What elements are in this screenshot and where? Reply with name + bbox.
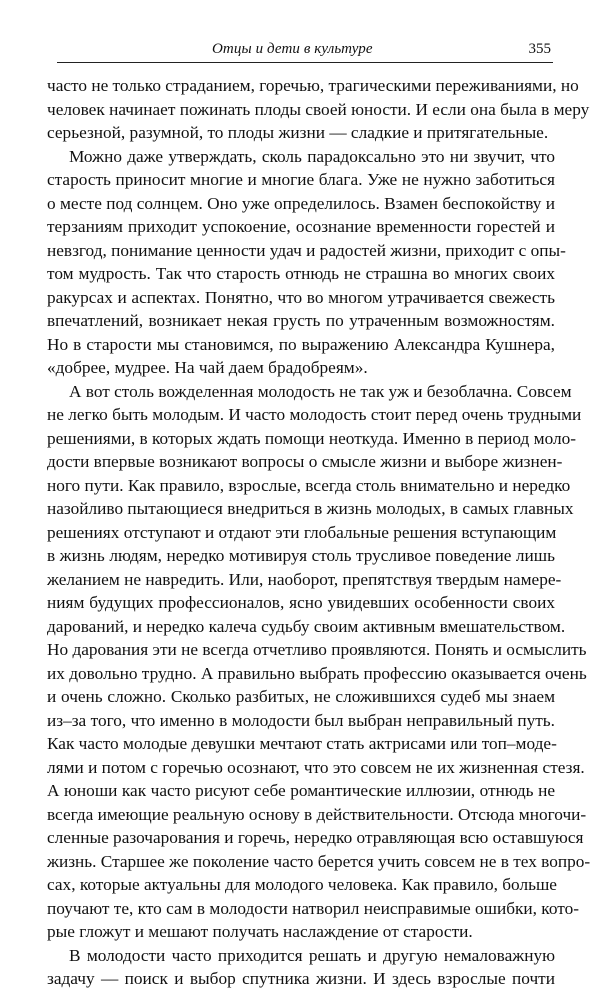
text-line: о месте под солнцем. Оно уже определилось. Взамен беспокойству и bbox=[47, 193, 555, 213]
text-line: часто не только страданием, горечью, трагическими переживаниями, но bbox=[47, 76, 579, 95]
text-line: дости впервые возникают вопросы о смысле жизни и выборе жизнен- bbox=[47, 452, 563, 471]
text-line: том мудрость. Так что старость отнюдь не страшна во многих своих bbox=[47, 264, 555, 283]
paragraph bbox=[47, 74, 590, 145]
text-line: рые гложут и мешают получать наслаждение от старости. bbox=[47, 922, 473, 941]
text-line: решениях отступают и отдают эти глобальные решения вступающим bbox=[47, 522, 557, 542]
text-line: А вот столь вожделенная молодость не так уж и безоблачна. Совсем bbox=[69, 381, 572, 401]
text-line: невзгод, понимание ценности удач и радостей жизни, приходит с опы- bbox=[47, 240, 566, 260]
text-line: терзаниям приходит успокоение, осознание временности горестей и bbox=[47, 217, 555, 236]
text-line: в жизнь людям, нередко мотивируя столь трусливое поведение лишь bbox=[47, 546, 555, 565]
text-line: желанием не навредить. Или, наоборот, препятствуя твердым намере- bbox=[47, 569, 562, 589]
text-line: человек начинает пожинать плоды своей юности. И если она была в меру bbox=[47, 99, 590, 119]
text-line: старость приносит многие и многие блага. Уже не нужно заботиться bbox=[47, 170, 555, 189]
text-line: решениями, в которых ждать помощи неоткуда. Именно в период моло- bbox=[47, 428, 577, 448]
body-text bbox=[47, 74, 591, 991]
paragraph bbox=[47, 944, 555, 991]
text-line: сах, которые актуальны для молодого человека. Как правило, больше bbox=[47, 875, 557, 894]
paragraph bbox=[47, 380, 591, 944]
text-line: их довольно трудно. А правильно выбрать профессию оказывается очень bbox=[47, 663, 587, 683]
text-line: Но дарования эти не всегда отчетливо проявляются. Понять и осмыслить bbox=[47, 640, 587, 659]
text-line: лями и потом с горечью осознают, что это совсем не их жизненная стезя. bbox=[47, 757, 585, 777]
text-line: ниям будущих профессионалов, ясно увидевших особенности своих bbox=[47, 593, 555, 612]
text-line: «добрее, мудрее. На чай даем брадобреям». bbox=[47, 358, 368, 377]
text-line: ного пути. Как правило, взрослые, всегда столь внимательно и нередко bbox=[47, 475, 571, 495]
text-line: дарований, и нередко калеча судьбу своим активным вмешательством. bbox=[47, 616, 566, 636]
text-line: В молодости часто приходится решать и другую немаловажную bbox=[69, 945, 555, 965]
page-number: 355 bbox=[528, 41, 551, 57]
text-line: серьезной, разумной, то плоды жизни — сладкие и притягательные. bbox=[47, 123, 549, 142]
text-line: сленные разочарования и горечь, нередко отравляющая всю оставшуюся bbox=[47, 828, 584, 847]
running-header bbox=[57, 38, 553, 63]
text-line: всегда имеющие реальную основу в действительности. Отсюда многочи- bbox=[47, 804, 587, 824]
text-line: Как часто молодые девушки мечтают стать актрисами или топ–моде- bbox=[47, 734, 557, 753]
text-line: не легко быть молодым. И часто молодость стоит перед очень трудными bbox=[47, 405, 582, 424]
text-line: поучают те, кто сам в молодости натворил неисправимые ошибки, кото- bbox=[47, 898, 579, 918]
text-line: Но в старости мы становимся, по выражению Александра Кушнера, bbox=[47, 334, 555, 354]
running-title: Отцы и дети в культуре bbox=[212, 41, 373, 57]
text-line: из–за того, что именно в молодости был выбран неправильный путь. bbox=[47, 710, 555, 730]
text-line: и очень сложно. Сколько разбитых, не сложившихся судеб мы знаем bbox=[47, 687, 555, 706]
text-line: назойливо пытающиеся внедриться в жизнь молодых, в самых главных bbox=[47, 499, 574, 518]
text-line: А юноши как часто рисуют себе романтические иллюзии, отнюдь не bbox=[47, 781, 555, 800]
text-line: жизнь. Старшее же поколение часто берется учить совсем не в тех вопро- bbox=[47, 851, 591, 871]
text-line: задачу — поиск и выбор спутника жизни. И здесь взрослые почти bbox=[47, 969, 555, 988]
text-line: ракурсах и аспектах. Понятно, что во многом утрачивается свежесть bbox=[47, 287, 555, 307]
text-line: Можно даже утверждать, сколь парадоксально это ни звучит, что bbox=[69, 146, 555, 166]
text-line: впечатлений, возникает некая грусть по утраченным возможностям. bbox=[47, 311, 555, 330]
paragraph bbox=[47, 145, 566, 380]
